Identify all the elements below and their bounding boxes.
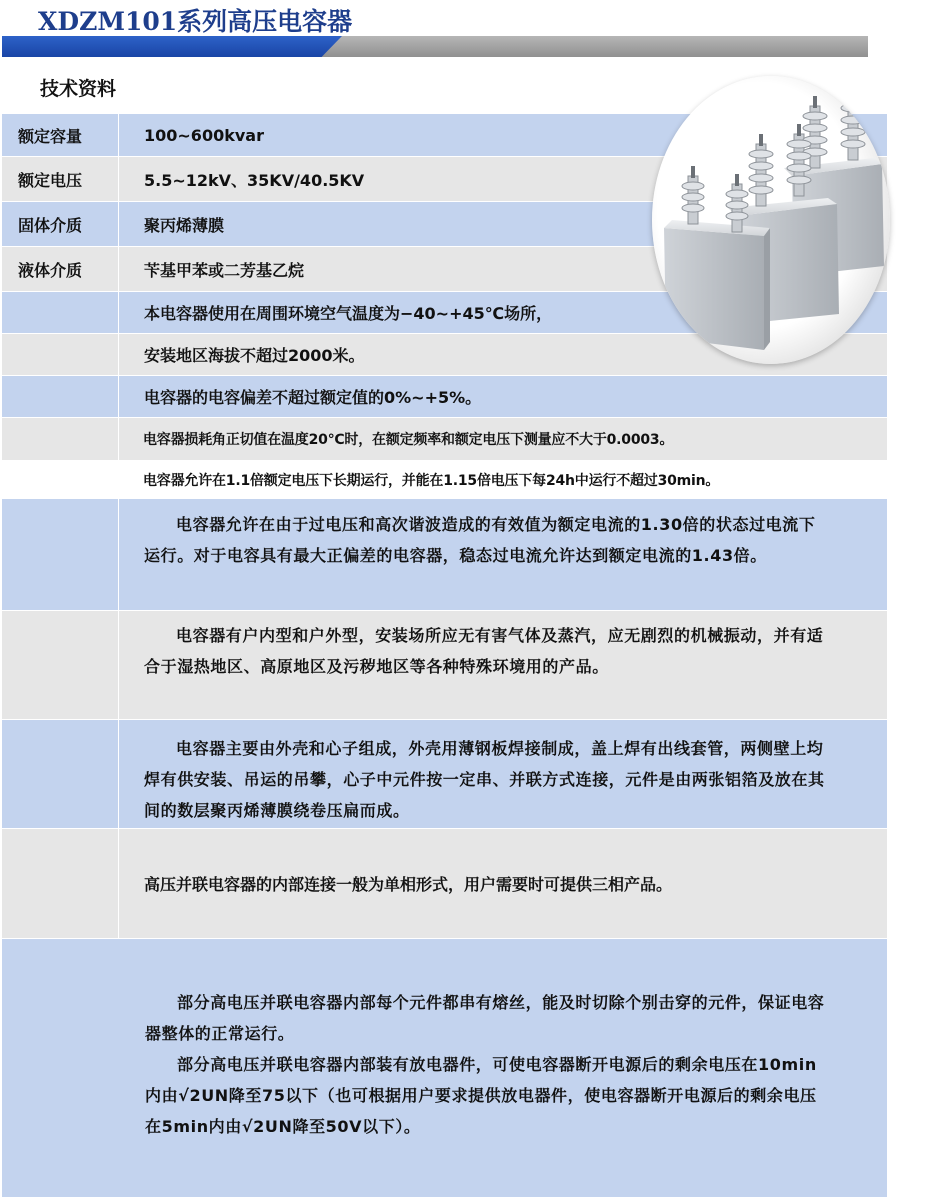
section-subtitle: 技术资料 [40,78,117,100]
title-bar-blue [2,36,342,57]
title-underline-bar [2,36,868,57]
note-text: 电容器有户内型和户外型，安装场所应无有害气体及蒸汽，应无剧烈的机械振动，并有适合于湿热地区、高原地区及污秽地区等各种特殊环境用的产品。 [144,626,824,676]
note-label-cell [2,418,119,460]
note-label-cell [2,334,119,375]
note-text: 电容器主要由外壳和心子组成，外壳用薄钢板焊接制成，盖上焊有出线套管，两侧壁上均焊有供安装、吊运的吊攀，心子中元件按一定串、并联方式连接，元件是由两张铝箔及放在其间的数层聚丙烯薄膜绕卷压扁而成。 [144,739,825,820]
note-text: 电容器损耗角正切值在温度20℃时，在额定频率和额定电压下测量应不大于0.0003。 [143,432,674,448]
note-block-fuse-discharge [2,939,887,1197]
note-text: 电容器允许在1.1倍额定电压下长期运行，并能在1.15倍电压下每24h中运行不超过30min。 [143,472,720,489]
note-text: 电容器的电容偏差不超过额定值的0%~+5%。 [144,388,482,407]
note-paragraph-cell [119,720,887,828]
note-paragraph-cell [119,611,887,719]
note-row-environment [2,611,887,720]
note-row-connection [2,829,887,939]
spec-value: 聚丙烯薄膜 [144,215,225,235]
note-label-cell [2,292,119,333]
note-row-overcurrent [2,499,887,611]
note-label-cell [2,461,119,498]
spec-label: 固体介质 [2,202,119,246]
note-label-cell [2,829,119,938]
capacitor-product-photo [652,76,890,364]
note-text: 电容器允许在由于过电压和高次谐波造成的有效值为额定电流的1.30倍的状态过电流下运行。对于电容具有最大正偏差的电容器，稳态过电流允许达到额定电流的1.43倍。 [144,515,816,565]
spec-value: 100~600kvar [144,125,264,145]
note-label-cell [2,376,119,417]
spec-value: 5.5~12kV、35KV/40.5KV [144,170,365,190]
note-text: 本电容器使用在周围环境空气温度为−40~+45℃场所， [144,304,553,323]
note-text: 高压并联电容器的内部连接一般为单相形式，用户需要时可提供三相产品。 [144,875,673,894]
note-row-overvoltage [2,461,887,499]
note-row-tolerance [2,376,887,418]
note-row-loss [2,418,887,461]
note-label-cell [2,499,119,610]
spec-label: 额定电压 [2,157,119,201]
note-text-discharge: 部分高电压并联电容器内部装有放电器件，可使电容器断开电源后的剩余电压在10min内由√2UN降至75以下（也可根据用户要求提供放电器件，使电容器断开电源后的剩余电压在5min内由√2UN降至50V以下）。 [145,1055,817,1136]
page-title: XDZM101系列高压电容器 [38,7,353,36]
spec-value: 苄基甲苯或二芳基乙烷 [144,260,305,280]
spec-label: 液体介质 [2,247,119,291]
note-paragraph-cell [119,499,887,610]
spec-label: 额定容量 [2,114,119,156]
note-label-cell [2,611,119,719]
note-label-cell [2,720,119,828]
capacitor-illustration [652,76,890,364]
note-text: 安装地区海拔不超过2000米。 [144,346,365,365]
note-text-fuse: 部分高电压并联电容器内部每个元件都串有熔丝，能及时切除个别击穿的元件，保证电容器整体的正常运行。 [145,993,825,1043]
note-row-structure [2,720,887,829]
